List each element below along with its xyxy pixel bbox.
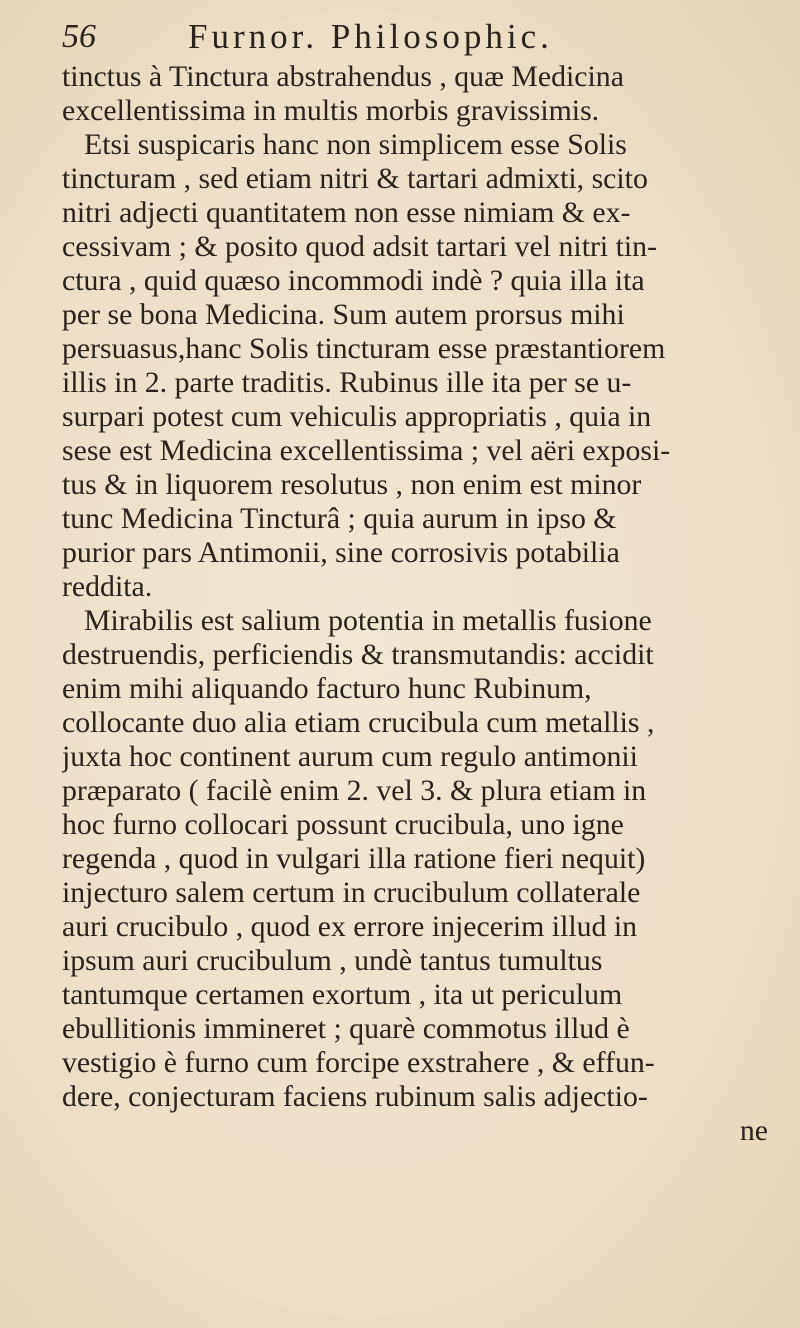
text-line: ipsum auri crucibulum , undè tantus tumultus: [62, 944, 603, 977]
text-line: persuasus,hanc Solis tincturam esse præstantiorem: [62, 332, 666, 365]
text-line: præparato ( facilè enim 2. vel 3. & plura etiam in: [62, 774, 647, 807]
text-line: cessivam ; & posito quod adsit tartari vel nitri tin-: [62, 230, 658, 263]
text-line: per se bona Medicina. Sum autem prorsus mihi: [62, 298, 625, 331]
text-line: tinctus à Tinctura abstrahendus , quæ Medicina: [62, 60, 624, 93]
text-line: hoc furno collocari possunt crucibula, uno igne: [62, 808, 624, 841]
text-line: illis in 2. parte traditis. Rubinus ille ita per se u-: [62, 366, 632, 399]
text-line: surpari potest cum vehiculis appropriatis , quia in: [62, 400, 652, 433]
page-number: 56: [62, 18, 96, 55]
text-line: regenda , quod in vulgari illa ratione fieri nequit): [62, 842, 646, 875]
text-line: tincturam , sed etiam nitri & tartari admixti, scito: [62, 162, 648, 195]
text-line: juxta hoc continent aurum cum regulo antimonii: [62, 740, 638, 773]
text-line: dere, conjecturam faciens rubinum salis adjectio-: [62, 1080, 648, 1113]
text-line: auri crucibulo , quod ex errore injecerim illud in: [62, 910, 638, 943]
running-title: Furnor. Philosophic.: [188, 17, 553, 56]
text-line: ebullitionis immineret ; quarè commotus illud è: [62, 1012, 630, 1045]
text-line: tantumque certamen exortum , ita ut periculum: [62, 978, 623, 1011]
text-line: tunc Medicina Tincturâ ; quia aurum in ipso &: [62, 502, 617, 535]
page-header: [62, 14, 762, 60]
text-line: reddita.: [62, 570, 153, 603]
text-line: tus & in liquorem resolutus , non enim est minor: [62, 468, 642, 501]
text-line: collocante duo alia etiam crucibula cum metallis ,: [62, 706, 655, 739]
text-line: enim mihi aliquando facturo hunc Rubinum,: [62, 672, 592, 705]
paragraph-start-line: Mirabilis est salium potentia in metallis fusione: [84, 604, 652, 637]
catchword: ne: [739, 1114, 768, 1147]
paragraph-start-line: Etsi suspicaris hanc non simplicem esse Solis: [84, 128, 627, 161]
body-text: [62, 60, 782, 1148]
text-line: purior pars Antimonii, sine corrosivis potabilia: [62, 536, 620, 569]
text-line: vestigio è furno cum forcipe exstrahere , & effun-: [62, 1046, 655, 1079]
text-line: destruendis, perficiendis & transmutandis: accidit: [62, 638, 654, 671]
text-line: ctura , quid quæso incommodi indè ? quia illa ita: [62, 264, 645, 297]
text-line: sese est Medicina excellentissima ; vel aëri exposi-: [62, 434, 671, 467]
text-line: injecturo salem certum in crucibulum collaterale: [62, 876, 641, 909]
text-line: excellentissima in multis morbis gravissimis.: [62, 94, 600, 127]
text-line: nitri adjecti quantitatem non esse nimiam & ex-: [62, 196, 631, 229]
